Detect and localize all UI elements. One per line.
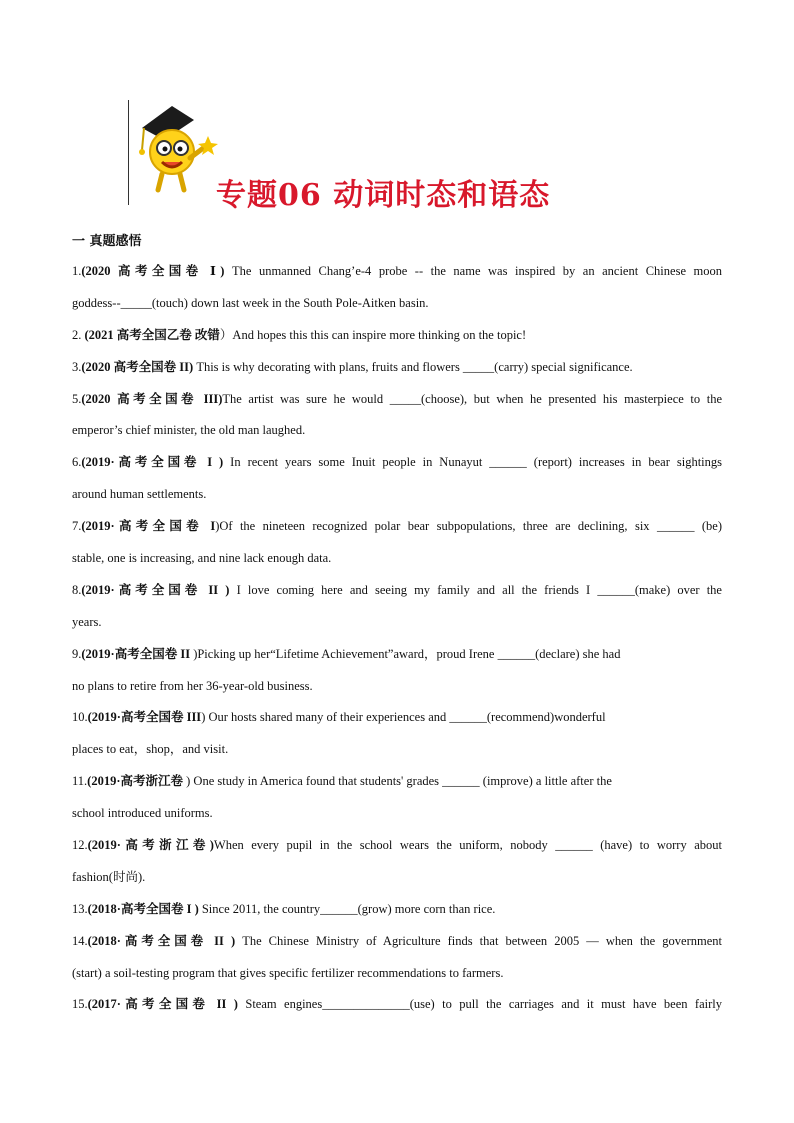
exercise-line: [72, 575, 722, 607]
exercise-line: [72, 958, 722, 990]
question-number: 2.: [72, 327, 85, 342]
question-text: In recent years some Inuit people in Nunayut ______ (report) increases in bear sightings: [223, 455, 722, 470]
exercise-line: [72, 415, 722, 447]
question-source: (2020 高考全国卷 II): [81, 359, 194, 374]
exercise-line: [72, 639, 722, 671]
question-source: (2019·高考全国卷 I ): [81, 455, 224, 470]
question-number: 6.: [72, 455, 82, 470]
question-text: (start) a soil-testing program that gives specific fertilizer recommendations to farmers.: [72, 965, 504, 980]
exercise-line: [72, 862, 722, 894]
exercise-line: [72, 288, 722, 320]
exercise-line: [72, 830, 722, 862]
exercise-line: [72, 607, 722, 639]
question-text: I love coming here and seeing my family and all the friends I ______(make) over the: [229, 582, 722, 597]
exercise-line: [72, 926, 722, 958]
question-source: (2019·高考浙江卷): [87, 838, 214, 853]
question-text: The Chinese Ministry of Agriculture finds that between 2005 — when the government: [235, 933, 723, 948]
question-source: (2019·高考全国卷 II ): [81, 582, 230, 597]
question-number: 14.: [72, 933, 88, 948]
question-text: places to eat，shop，and visit.: [72, 742, 229, 757]
question-number: 13.: [72, 901, 88, 916]
question-text: )Picking up her“Lifetime Achievement”award，proud Irene ______(declare) she had: [190, 646, 621, 661]
question-text: goddess--_____(touch) down last week in the South Pole-Aitken basin.: [72, 295, 429, 310]
question-text: ) One study in America found that students' grades ______ (improve) a little after the: [183, 774, 612, 789]
question-text: fashion(时尚).: [72, 869, 146, 884]
question-text: stable, one is increasing, and nine lack enough data.: [72, 551, 332, 566]
question-text: When every pupil in the school wears the uniform, nobody ______ (have) to worry about: [213, 838, 722, 853]
question-source: (2017·高考全国卷 II ): [87, 997, 238, 1012]
question-source: (2020 高考全国卷 III): [81, 391, 223, 406]
exercise-line: [72, 702, 722, 734]
question-text: The unmanned Chang’e-4 probe -- the name was inspired by an ancient Chinese moon: [224, 264, 722, 278]
page-title: 专题06 动词时态和语态: [216, 178, 551, 213]
exercise-line: [72, 447, 722, 479]
question-text: )Of the nineteen recognized polar bear subpopulations, three are declining, six ______ (be): [215, 519, 722, 534]
exercise-list: [72, 256, 722, 1021]
question-text: years.: [72, 614, 102, 629]
exercise-line: [72, 798, 722, 830]
question-number: 8.: [72, 582, 82, 597]
exercise-line: [72, 256, 722, 288]
header: [128, 100, 728, 213]
question-number: 7.: [72, 519, 82, 534]
question-text: The artist was sure he would _____(choose), but when he presented his masterpiece to the: [222, 391, 722, 406]
exercise-line: [72, 352, 722, 384]
exercise-line: [72, 479, 722, 511]
exercise-line: [72, 989, 722, 1021]
question-number: 3.: [72, 359, 82, 374]
question-source: (2021 高考全国乙卷 改错: [84, 327, 220, 342]
question-source: (2019·高考全国卷 III: [87, 710, 202, 725]
question-source: (2018·高考全国卷 I ): [87, 901, 199, 916]
section-heading: 一 真题感悟: [72, 234, 142, 249]
question-number: 15.: [72, 997, 88, 1012]
exercise-line: [72, 671, 722, 703]
exercise-line: [72, 543, 722, 575]
question-number: 11.: [72, 774, 88, 789]
exercise-line: [72, 384, 722, 416]
question-text: emperor’s chief minister, the old man laughed.: [72, 423, 306, 438]
question-text: Steam engines______________(use) to pull the carriages and it must have been fairly: [237, 997, 722, 1012]
question-text: school introduced uniforms.: [72, 806, 213, 821]
question-text: ) Our hosts shared many of their experiences and ______(recommend)wonderful: [201, 710, 606, 725]
exercise-line: [72, 766, 722, 798]
question-text: no plans to retire from her 36-year-old business.: [72, 678, 313, 693]
exercise-line: [72, 734, 722, 766]
exercise-line: [72, 511, 722, 543]
question-text: around human settlements.: [72, 487, 207, 502]
question-number: 5.: [72, 391, 82, 406]
question-number: 12.: [72, 838, 88, 853]
question-number: 9.: [72, 646, 82, 661]
question-source: (2019·高考全国卷 II: [81, 646, 191, 661]
exercise-line: [72, 894, 722, 926]
question-text: This is why decorating with plans, fruits and flowers _____(carry) special significance.: [193, 359, 633, 374]
graduate-mascot-icon: [132, 100, 222, 200]
question-source: (2018·高考全国卷 II ): [87, 933, 236, 948]
header-divider: [128, 100, 129, 205]
question-source: (2019·高考浙江卷: [87, 774, 184, 789]
question-text: Since 2011, the country______(grow) more corn than rice.: [198, 901, 496, 916]
question-source: (2020 高考全国卷 Ⅰ): [81, 264, 225, 278]
question-number: 1.: [72, 264, 82, 278]
question-source: (2019·高考全国卷 I: [81, 519, 216, 534]
exercise-line: [72, 320, 722, 352]
question-text: ）And hopes this this can inspire more thinking on the topic!: [219, 327, 527, 342]
question-number: 10.: [72, 710, 88, 725]
